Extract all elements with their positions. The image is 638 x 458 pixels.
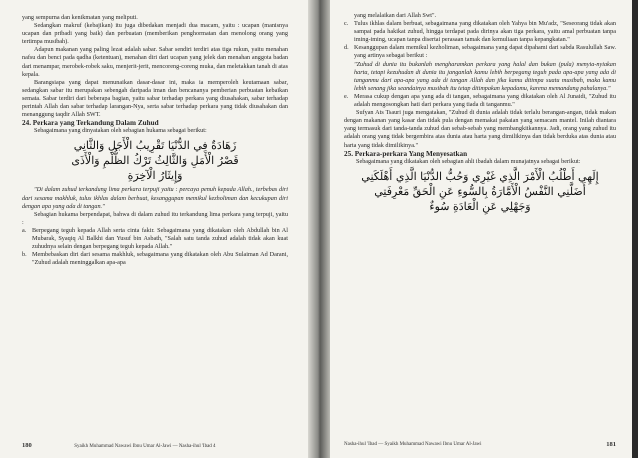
arabic-quote — [22, 138, 288, 183]
page-edge — [632, 0, 638, 458]
list-marker: b. — [22, 251, 27, 259]
left-text-block — [22, 14, 288, 267]
running-footer: Syaikh Muhammad Nawawi Ibnu Umar Al-Jawi — Nasha-ihul 'Ibad 4 — [74, 444, 216, 449]
running-footer: Nasha-ihul 'Ibad — Syaikh Muhammad Nawawi Ibnu Umar Al-Jawi — [344, 442, 482, 447]
paragraph: yang melalaikan dari Allah Swt". — [354, 12, 437, 19]
paragraph: Sebagaimana yang dinyatakan oleh sebagian hukama sebagai berikut: — [34, 127, 207, 135]
right-text-block — [344, 12, 616, 217]
list-text: Kesanggupan dalam memikul kezholiman, sebagaimana yang dapat dipahami dari sabda Rasulullah Saw. yang artinya sebagai berikut : — [354, 44, 616, 60]
right-footer — [344, 442, 616, 447]
arabic-line: وَجَهْلِي عَنِ الْعَادَةِ سُوءٌ — [429, 199, 531, 213]
list-text: Merasa cukup dengan apa yang ada di tangan, sebagaimana yang dikatakan oleh Al Junaidi, "Zuhud itu adalah mengosongkan hati dari perkara yang tiada di tanganmu." — [354, 92, 616, 109]
arabic-line: إِلَهِي أَطْلُبُ الْأَمْرَ الَّذِي غَيْرِي وَحُبُّ الدُّنْيَا الَّذِي أَهْلَكَنِي — [361, 169, 599, 183]
book-gutter — [308, 0, 330, 458]
page-number: 180 — [22, 442, 32, 449]
arabic-line: أَضَلَّنِي النَّفْسُ الْأَمَّارَةُ بِالسُّوءِ عَنِ الْحَقِّ مَعْرِفَتِي — [374, 184, 586, 198]
section-heading: 24. Perkara yang Terkandung Dalam Zuhud — [22, 119, 159, 128]
list-item — [22, 227, 288, 251]
translation: "Di dalam zuhud terkandung lima perkara terpuji yaitu : percaya penuh kepada Allah., terbebas diri dari sesama makhluk, tulus ikhlas dalam berbuat, kesanggupan memikul kezholiman dan kecukupan diri dengan apa yang ada di tangan." — [22, 186, 288, 210]
paragraph: Adapun makanan yang paling lezat adalah sabar. Sabar sendiri terdiri atas tiga rukun, yaitu menahan nafsu dan benci pada qadha (ketentuan), menahan diri dari ucapan yang jelek dan menahan anggota badan dari menampar, merobek-robek saku, menjerit-jerit, mencoreng-coreng muka, dan meletakkan tanah di atas kepala. — [22, 46, 288, 78]
list-text: Tulus ikhlas dalam berbuat, sebagaimana yang dikatakan oleh Yahya bin Mu'adz, "Seseorang tidak akan sampai pada hakikat zuhud, hingga terdapat pada dirinya akan tiga perkara, yaitu amal perbuatan tanpa iming-iming, ucapan tanpa disertai perasaan tamak dan kemuliaan tanpa kepangkatan." — [354, 20, 616, 44]
left-footer — [22, 442, 216, 449]
arabic-line: وَإِيثَارُ الْآخِرَةِ — [127, 169, 183, 183]
list-marker: c. — [344, 20, 349, 28]
list-text: Berpegang teguh kepada Allah serta cinta fakir. Sebagaimana yang dikatakan oleh Abdullah bin Al Mubarak, Syaqiq Al Balkhi dan Yusuf bin Asbath, "Salah satu tanda zuhud adalah tidak akan kuat zuhudnya selain dengan berpegang teguh kepada Allah." — [32, 226, 288, 251]
list-marker: a. — [22, 226, 27, 234]
arabic-quote — [344, 169, 616, 214]
paragraph: Sedangkan makruf (kebajikan) itu juga dibedakan menjadi dua macam, yaitu : ucapan (manisnya ucapan dan pribadi yang baik) dan perbuatan (memberikan penghormatan dan menolong orang yang tertimpa musibah). — [22, 22, 288, 46]
list-marker: e. — [344, 92, 349, 100]
section-heading: 25. Perkara-perkara Yang Menyesatkan — [344, 149, 468, 158]
paragraph: Sebagian hukama berpendapat, bahwa di dalam zuhud itu terkandung lima perkara yang terpuji, yaitu : — [22, 210, 288, 226]
list-text: Membebaskan diri dari sesama makhluk, sebagaimana yang dikatakan oleh Abu Sulaiman Ad Darani, "Zuhud adalah meninggalkan apa-apa — [32, 251, 288, 267]
list-item — [344, 20, 616, 44]
list-item — [22, 251, 288, 267]
paragraph: yang sempurna dan kenikmatan yang meliputi. — [22, 14, 138, 21]
list-item — [344, 93, 616, 109]
page-number: 181 — [606, 441, 616, 448]
right-page — [330, 0, 632, 458]
list-item — [344, 44, 616, 60]
paragraph: Sebagaimana yang dikatakan oleh sebagian ahli ibadah dalam munajatnya sebagai berikut: — [356, 157, 581, 165]
list-marker: d. — [344, 44, 349, 52]
hadith-quote: "Zuhud di dunia itu bukanlah mengharamkan perkara yang halal dan bukan (pula) menyia-nyiakan harta, tetapi kezuhudan di dunia itu janganlah kamu lebih berpegang teguh pada apa-apa yang ada di tanganmu dari apa-apa yang ada di tangan Allah dan jika kamu ditimpa suatu musibah, maka kamu lebih senang jika seandainya musibah itu tetap ditimpakan kepadamu, karena memandang pahalanya." — [354, 60, 616, 92]
paragraph: Sufyan Ats Tsauri juga mengatakan, "Zuhud di dunia adalah tidak terlalu berangan-angan, tidak makan dengan makanan yang kasar dan tidak pula dengan memakai pakaian yang semacam mantel. Inilah diantara yang termasuk dari tanda-tanda zuhud dan sebab-sebab yang membangkitkannya. Jadi, orang yang zuhud itu adalah orang yang tidak bergembira atas dunia atau harta yang dimilikinya dan tidak berduka atas dunia atau harta yang tidak dimilikinya." — [344, 109, 616, 149]
paragraph: Barangsiapa yang dapat menunaikan dasar-dasar ini, maka ia memperoleh keutamaan sabar, sedangkan sabar itu merupakan sebengah daripada iman dan bencananya pemberian perbuatan kebaikan semata. Sabar terdiri dari beberapa bagian, yaitu sabar terhadap perkara yang diusahakan, sabar terhadap perintah Allah dan sabar terhadap larangan-Nya, serta sabar terhadap perkara yang tidak diusahakan dan menanggung taqdir Allah SWT. — [22, 78, 288, 119]
arabic-line: قَصْرُ الْأَمَلِ وَالثَّالِثُ تَرْكُ الظُّلْمِ وَالْأَذَى — [71, 154, 239, 168]
arabic-line: زَهَادَةٌ فِي الدُّنْيَا تَقْرِيبُ الْأَجَلِ وَالثَّانِي — [73, 139, 237, 153]
left-page — [0, 0, 308, 458]
